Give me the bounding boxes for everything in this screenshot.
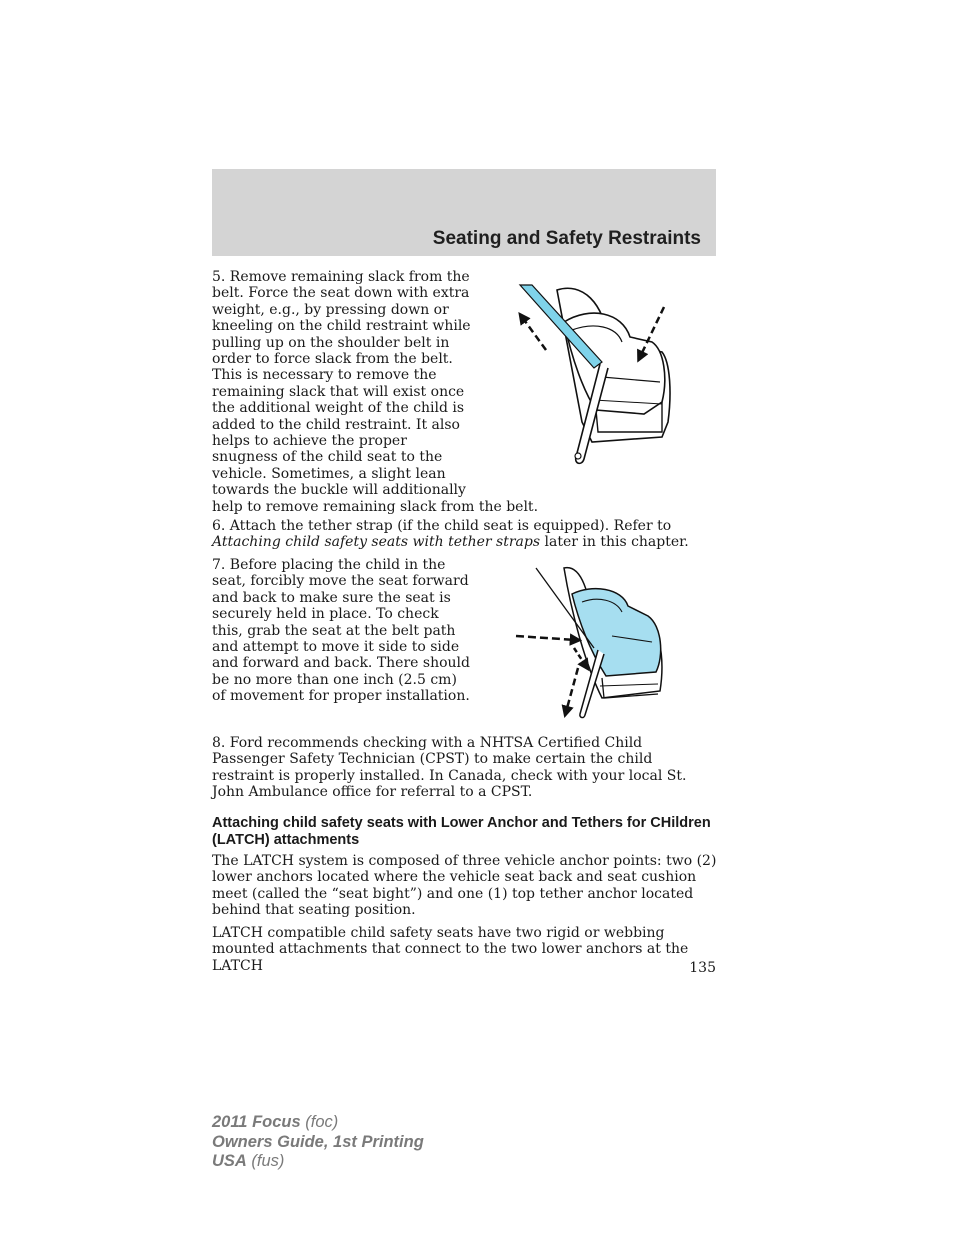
step7-line: and back to make sure the seat is <box>212 589 451 606</box>
figure-remove-belt-slack <box>512 282 677 467</box>
step5-line: remaining slack that will exist once <box>212 383 465 400</box>
step-6-prefix: 6. Attach the tether strap (if the child seat is equipped). Refer to <box>212 518 672 534</box>
step5-line: 5. Remove remaining slack from the <box>212 269 470 285</box>
section-title: Seating and Safety Restraints <box>432 228 701 249</box>
step-6-paragraph <box>212 518 718 551</box>
step5-line: help to remove remaining slack from the belt. <box>212 498 539 515</box>
step-8-paragraph: 8. Ford recommends checking with a NHTSA Certified Child Passenger Safety Technician (CPST) to make certain the child restraint is properly installed. In Canada, check with your local St. John Ambulance office for referral to a CPST. <box>212 735 687 801</box>
step-5-paragraph <box>212 269 539 515</box>
step7-line: 7. Before placing the child in the <box>212 557 446 573</box>
step5-line: snugness of the child seat to the <box>212 449 443 466</box>
step7-line: this, grab the seat at the belt path <box>212 622 456 639</box>
latch-section-heading: Attaching child safety seats with Lower Anchor and Tethers for CHildren (LATCH) attachments <box>212 815 711 848</box>
step7-line: and attempt to move it side to side <box>212 639 460 656</box>
step-6-reference: Attaching child safety seats with tether straps <box>212 534 541 551</box>
footer-line-3: USA (fus) <box>212 1152 285 1170</box>
step-7-paragraph <box>212 557 470 705</box>
step5-line: This is necessary to remove the <box>212 367 437 384</box>
step5-line: vehicle. Sometimes, a slight lean <box>212 465 446 482</box>
footer-line-1: 2011 Focus (foc) <box>212 1113 339 1131</box>
step7-line: seat, forcibly move the seat forward <box>212 573 469 590</box>
latch-paragraph-1: The LATCH system is composed of three vehicle anchor points: two (2) lower anchors located where the vehicle seat back and seat cushion meet (called the “seat bight”) and one (1) top tether anchor located behind that seating position. <box>212 853 717 919</box>
section-header-band <box>212 169 716 256</box>
step-6-suffix: later in this chapter. <box>540 534 689 551</box>
document-footer <box>212 1113 424 1172</box>
step7-line: securely held in place. To check <box>212 606 439 623</box>
step5-line: the additional weight of the child is <box>212 400 465 417</box>
footer-line-2: Owners Guide, 1st Printing <box>212 1132 424 1151</box>
step7-line: be no more than one inch (2.5 cm) <box>212 671 457 688</box>
latch-paragraph-2: LATCH compatible child safety seats have two rigid or webbing mounted attachments that connect to the two lower anchors at the LATCH <box>212 925 689 974</box>
step7-line: and forward and back. There should <box>212 655 470 672</box>
step5-line: order to force slack from the belt. <box>212 351 453 368</box>
figure-check-seat-movement <box>512 566 672 721</box>
step5-line: pulling up on the shoulder belt in <box>212 334 450 351</box>
step5-line: kneeling on the child restraint while <box>212 318 471 335</box>
step5-line: towards the buckle will additionally <box>212 482 466 499</box>
step5-line: weight, e.g., by pressing down or <box>212 301 449 318</box>
step5-line: belt. Force the seat down with extra <box>212 285 470 302</box>
page-number: 135 <box>689 960 716 976</box>
step7-line: of movement for proper installation. <box>212 688 470 705</box>
step5-line: added to the child restraint. It also <box>212 416 460 433</box>
step5-line: helps to achieve the proper <box>212 433 407 450</box>
